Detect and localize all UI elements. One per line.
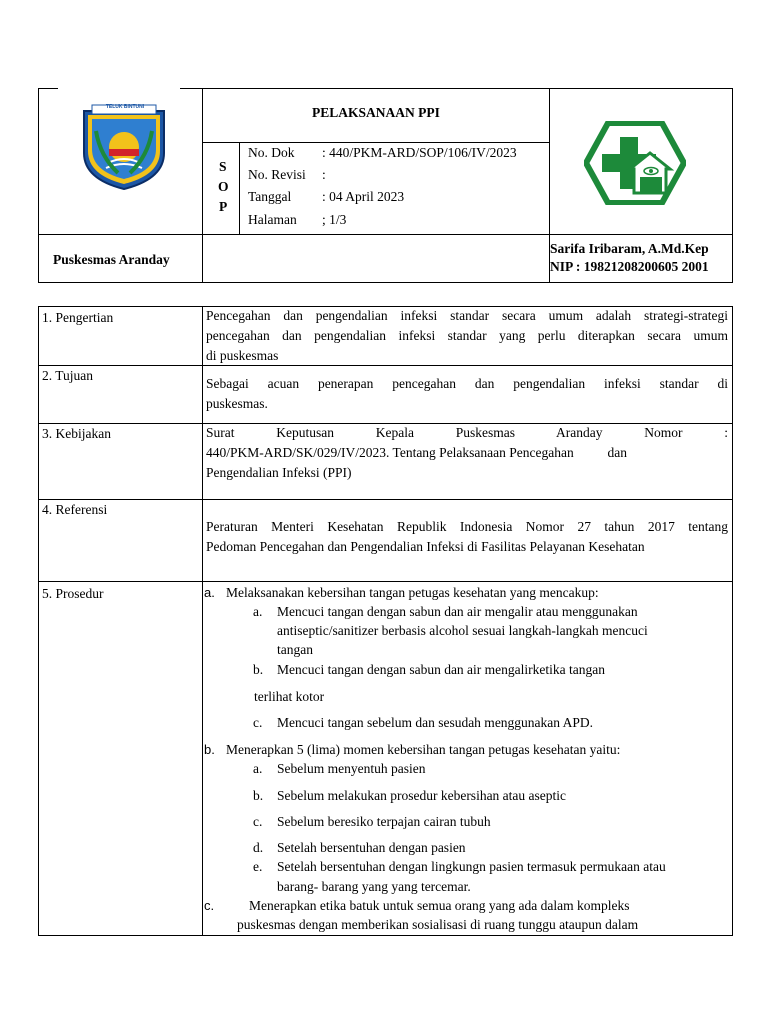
prosedur-b-item-c: Sebelum beresiko terpajan cairan tubuh: [277, 814, 491, 829]
tujuan-line-2: puskesmas.: [206, 396, 268, 411]
meta-value-tanggal: : 04 April 2023: [322, 189, 405, 204]
kebijakan-line-1: Surat Keputusan Kepala Puskesmas Aranday Nomor :: [206, 425, 728, 440]
prosedur-a-text: Melaksanakan kebersihan tangan petugas kesehatan yang mencakup:: [226, 585, 599, 600]
prosedur-b-item-d-marker: d.: [253, 840, 264, 855]
prosedur-a-item-c-line-1: Mencuci tangan sebelum dan sesudah menggunakan APD.: [277, 715, 594, 730]
referensi-line-1: Peraturan Menteri Kesehatan Republik Indonesia Nomor 27 tahun 2017 tentang: [206, 519, 728, 534]
sop-letter-p: P: [219, 199, 228, 214]
meta-label-no-dok: No. Dok: [248, 145, 295, 160]
kebijakan-text: [206, 423, 728, 483]
pengertian-line-3: di puskesmas: [206, 348, 279, 363]
prosedur-b-item-a-marker: a.: [253, 761, 263, 776]
section-label-prosedur: 5. Prosedur: [42, 586, 104, 601]
meta-label-tanggal: Tanggal: [248, 189, 292, 204]
prosedur-a-item-a-line-1: Mencuci tangan dengan sabun dan air mengalir atau menggunakan: [277, 604, 638, 619]
prosedur-a-item-a-line-2: antiseptic/sanitizer berbasis alcohol sesuai langkah-langkah mencuci: [277, 623, 648, 638]
prosedur-a-item-c-marker: c.: [253, 715, 263, 730]
sop-letter-s: S: [219, 159, 227, 174]
prosedur-a-item-b-line-1: Mencuci tangan dengan sabun dan air mengalirketika tangan: [277, 662, 606, 677]
document-title: PELAKSANAAN PPI: [312, 105, 440, 120]
regency-logo: [78, 101, 170, 191]
prosedur-a-marker: a.: [204, 585, 215, 600]
signer-name: Sarifa Iribaram, A.Md.Kep: [550, 241, 709, 256]
sop-letter-o: O: [218, 179, 229, 194]
prosedur-a-item-a-line-3: tangan: [277, 642, 313, 657]
section-label-tujuan: 2. Tujuan: [42, 368, 94, 383]
prosedur-b-item-b-marker: b.: [253, 788, 264, 803]
logo-banner-text: TELUK BINTUNI: [105, 104, 145, 110]
prosedur-c-marker: c.: [204, 898, 215, 913]
meta-value-no-dok: : 440/PKM-ARD/SOP/106/IV/2023: [322, 145, 517, 160]
meta-value-no-revisi: :: [322, 167, 326, 182]
tujuan-text: [206, 374, 728, 414]
prosedur-a-item-b-line-2: terlihat kotor: [254, 689, 325, 704]
puskesmas-logo: [584, 121, 686, 205]
prosedur-b-item-e-marker: e.: [253, 859, 263, 874]
prosedur-c-line-2: puskesmas dengan memberikan sosialisasi di ruang tunggu ataupun dalam: [237, 917, 639, 932]
pengertian-text: [206, 306, 728, 366]
kebijakan-line-3: Pengendalian Infeksi (PPI): [206, 465, 352, 480]
prosedur-b-item-c-marker: c.: [253, 814, 263, 829]
prosedur-b-item-e-line-1: Setelah bersentuhan dengan lingkungn pasien termasuk permukaan atau: [277, 859, 666, 874]
referensi-text: [206, 517, 728, 557]
tujuan-line-1: Sebagai acuan penerapan pencegahan dan pengendalian infeksi standar di: [206, 376, 728, 391]
prosedur-b-marker: b.: [204, 742, 215, 757]
prosedur-b-item-a: Sebelum menyentuh pasien: [277, 761, 426, 776]
section-label-kebijakan: 3. Kebijakan: [42, 426, 111, 441]
prosedur-b-item-e-line-2: barang- barang yang yang tercemar.: [277, 879, 471, 894]
signer-nip: NIP : 19821208200605 2001: [550, 259, 709, 274]
referensi-line-2: Pedoman Pencegahan dan Pengendalian Infeksi di Fasilitas Pelayanan Kesehatan: [206, 539, 645, 554]
meta-value-halaman: ; 1/3: [322, 212, 347, 227]
pengertian-line-1: Pencegahan dan pengendalian infeksi standar secara umum adalah strategi-strategi: [206, 308, 728, 323]
prosedur-a-item-b-marker: b.: [253, 662, 264, 677]
pengertian-line-2: pencegahan dan pengendalian infeksi standar yang perlu diterapkan secara umum: [206, 328, 728, 343]
meta-label-halaman: Halaman: [248, 212, 297, 227]
prosedur-b-item-d: Setelah bersentuhan dengan pasien: [277, 840, 466, 855]
meta-label-no-revisi: No. Revisi: [248, 167, 306, 182]
section-label-pengertian: 1. Pengertian: [42, 310, 114, 325]
kebijakan-line-2: 440/PKM-ARD/SK/029/IV/2023. Tentang Pelaksanaan Pencegahan dan: [206, 445, 627, 460]
section-label-referensi: 4. Referensi: [42, 502, 108, 517]
prosedur-b-item-b: Sebelum melakukan prosedur kebersihan atau aseptic: [277, 788, 567, 803]
prosedur-b-text: Menerapkan 5 (lima) momen kebersihan tangan petugas kesehatan yaitu:: [226, 742, 621, 757]
prosedur-c-line-1: Menerapkan etika batuk untuk semua orang yang ada dalam kompleks: [249, 898, 630, 913]
institution-name: Puskesmas Aranday: [53, 252, 170, 267]
prosedur-a-item-a-marker: a.: [253, 604, 263, 619]
